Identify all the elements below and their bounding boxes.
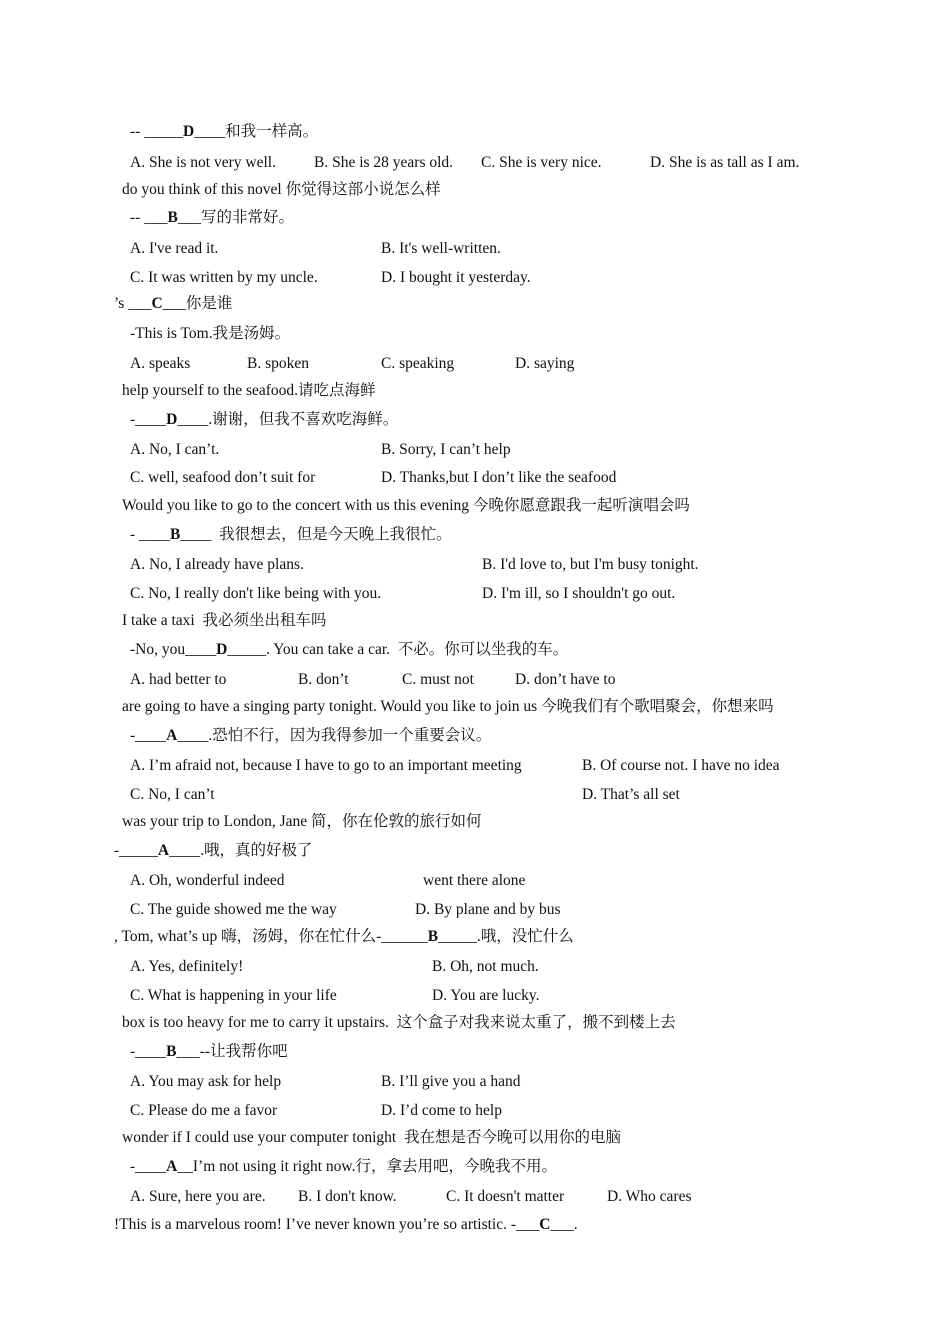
option-c: C. well, seafood don’t suit for [130,469,316,486]
option-d: D. She is as tall as I am. [650,154,800,171]
question-line: !This is a marvelous room! I’ve never known you’re so artistic. -___C___. [114,1216,578,1233]
option-c: C. Please do me a favor [130,1102,278,1119]
option-a: A. Yes, definitely! [130,958,244,975]
question-line: do you think of this novel 你觉得这部小说怎么样 [122,181,441,198]
option-a: A. Sure, here you are. [130,1188,266,1205]
question-line: box is too heavy for me to carry it upstairs. 这个盒子对我来说太重了，搬不到楼上去 [122,1014,676,1031]
question-line: wonder if I could use your computer tonight 我在想是否今晚可以用你的电脑 [122,1129,621,1146]
answer-line: -- _____D____和我一样高。 [130,123,319,140]
question-line: , Tom, what’s up 嗨，汤姆，你在忙什么-______B_____.哦，没忙什么 [114,928,574,945]
option-c: C. No, I really don't like being with you. [130,585,382,602]
option-a: A. had better to [130,671,227,688]
question-line: Would you like to go to the concert with us this evening 今晚你愿意跟我一起听演唱会吗 [122,497,690,514]
option-c: C. It was written by my uncle. [130,269,318,286]
option-c: C. It doesn't matter [446,1188,565,1205]
option-d: D. Thanks,but I don’t like the seafood [381,469,617,486]
option-c: C. She is very nice. [481,154,602,171]
option-d: D. Who cares [607,1188,692,1205]
answer-line: -_____A____.哦，真的好极了 [114,842,313,859]
option-a: A. I've read it. [130,240,219,257]
option-c: C. speaking [381,355,455,372]
question-line: I take a taxi 我必须坐出租车吗 [122,612,327,629]
option-d: D. saying [515,355,575,372]
option-b: B. It's well-written. [381,240,501,257]
option-d: D. don’t have to [515,671,616,688]
option-c: C. The guide showed me the way [130,901,337,918]
option-b: B. Oh, not much. [432,958,539,975]
response-line: -This is Tom.我是汤姆。 [130,325,291,342]
option-d: D. I'm ill, so I shouldn't go out. [482,585,676,602]
option-d: D. You are lucky. [432,987,540,1004]
option-b: B. She is 28 years old. [314,154,454,171]
option-b: B. I don't know. [298,1188,397,1205]
answer-line: -- ___B___写的非常好。 [130,209,295,226]
option-d: D. I bought it yesterday. [381,269,531,286]
answer-line: -____A____.恐怕不行，因为我得参加一个重要会议。 [130,727,492,744]
option-a: A. She is not very well. [130,154,276,171]
option-a: A. I’m afraid not, because I have to go to an important meeting [130,757,522,774]
option-b: B. spoken [247,355,309,372]
option-c: C. What is happening in your life [130,987,337,1004]
question-line: ’s ___C___你是谁 [114,295,233,312]
answer-line: - ____B____ 我很想去，但是今天晚上我很忙。 [130,526,452,543]
option-b: B. Sorry, I can’t help [381,441,511,458]
answer-line: -No, you____D_____. You can take a car. 不必。你可以坐我的车。 [130,641,569,658]
answer-line: -____A__I’m not using it right now.行，拿去用吧，今晚我不用。 [130,1158,557,1175]
question-line: help yourself to the seafood.请吃点海鲜 [122,382,376,399]
answer-line: -____D____.谢谢，但我不喜欢吃海鲜。 [130,411,399,428]
question-line: was your trip to London, Jane 简，你在伦敦的旅行如何 [122,813,482,830]
option-d: D. That’s all set [582,786,680,803]
option-c: C. must not [402,671,474,688]
option-a: A. Oh, wonderful indeed [130,872,285,889]
question-line: are going to have a singing party tonight. Would you like to join us 今晚我们有个歌唱聚会，你想来吗 [122,698,774,715]
answer-line: -____B___--让我帮你吧 [130,1043,288,1060]
option-c: C. No, I can’t [130,786,215,803]
option-d: D. I’d come to help [381,1102,502,1119]
option-b: went there alone [423,872,526,889]
option-a: A. No, I can’t. [130,441,220,458]
option-b: B. I'd love to, but I'm busy tonight. [482,556,699,573]
option-a: A. You may ask for help [130,1073,282,1090]
option-d: D. By plane and by bus [415,901,561,918]
option-a: A. speaks [130,355,191,372]
option-b: B. Of course not. I have no idea [582,757,780,774]
option-b: B. don’t [298,671,349,688]
option-a: A. No, I already have plans. [130,556,304,573]
option-b: B. I’ll give you a hand [381,1073,521,1090]
